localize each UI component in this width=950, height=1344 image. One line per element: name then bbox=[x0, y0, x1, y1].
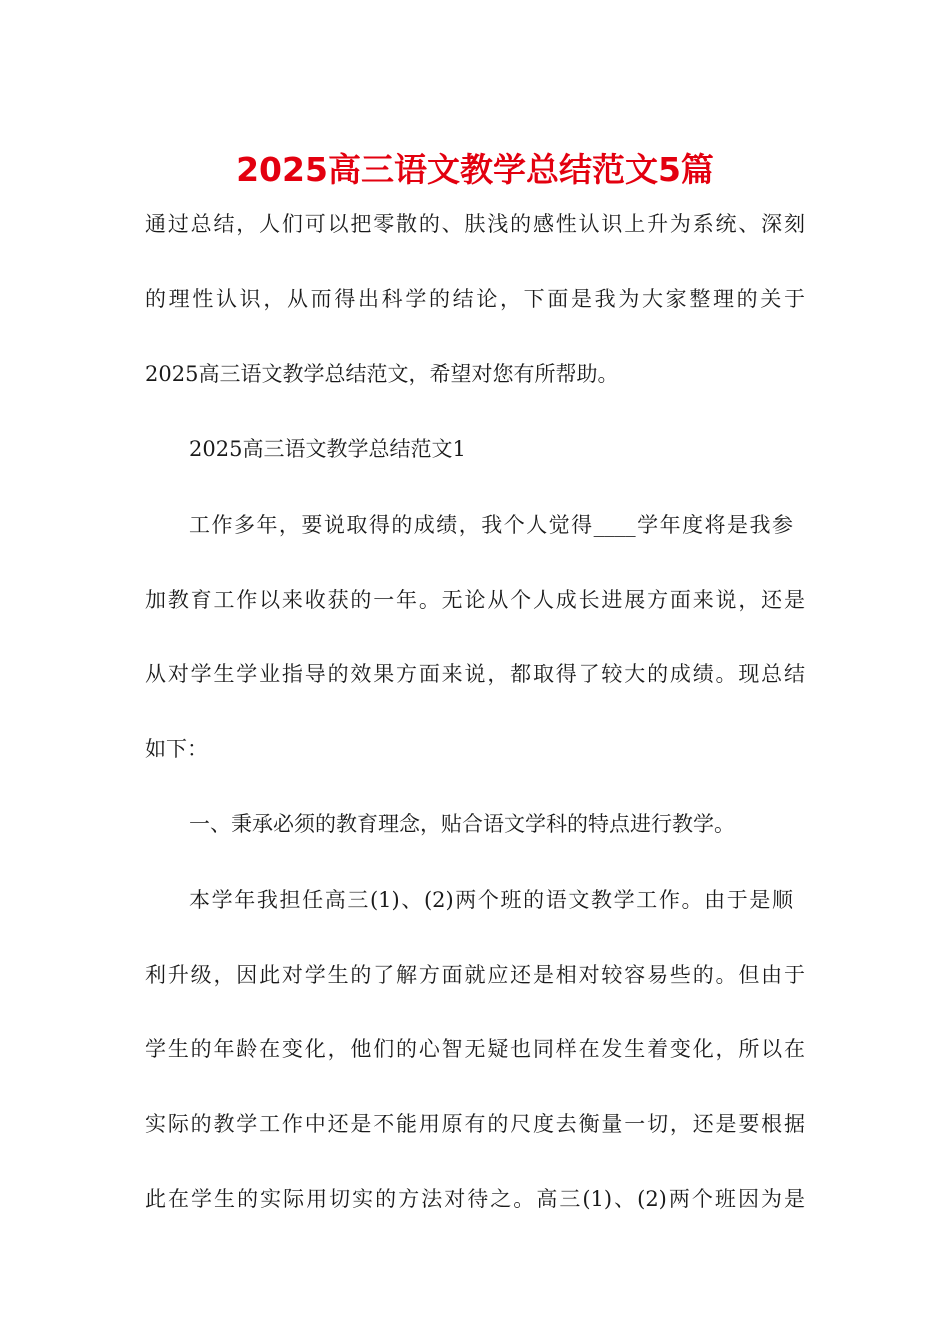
paragraph-line: 实际的教学工作中还是不能用原有的尺度去衡量一切，还是要根据 bbox=[145, 1112, 805, 1136]
paragraph-line: 的理性认识，从而得出科学的结论，下面是我为大家整理的关于 bbox=[145, 287, 805, 311]
paragraph-line: 本学年我担任高三(1)、(2)两个班的语文教学工作。由于是顺 bbox=[189, 888, 793, 912]
paragraph-line: 如下： bbox=[145, 737, 208, 761]
paragraph-line: 2025高三语文教学总结范文，希望对您有所帮助。 bbox=[145, 362, 619, 386]
document-title: 2025高三语文教学总结范文5篇 bbox=[236, 150, 714, 189]
section-heading: 2025高三语文教学总结范文1 bbox=[189, 437, 466, 461]
subheading: 一、秉承必须的教育理念，贴合语文学科的特点进行教学。 bbox=[189, 812, 735, 836]
paragraph-line: 通过总结，人们可以把零散的、肤浅的感性认识上升为系统、深刻 bbox=[145, 212, 805, 236]
paragraph-line: 此在学生的实际用切实的方法对待之。高三(1)、(2)两个班因为是 bbox=[145, 1187, 805, 1211]
paragraph-line: 工作多年，要说取得的成绩，我个人觉得____学年度将是我参 bbox=[189, 513, 793, 537]
paragraph-line: 从对学生学业指导的效果方面来说，都取得了较大的成绩。现总结 bbox=[145, 662, 805, 686]
paragraph-line: 利升级，因此对学生的了解方面就应还是相对较容易些的。但由于 bbox=[145, 963, 805, 987]
paragraph-line: 加教育工作以来收获的一年。无论从个人成长进展方面来说，还是 bbox=[145, 588, 805, 612]
paragraph-line: 学生的年龄在变化，他们的心智无疑也同样在发生着变化，所以在 bbox=[145, 1037, 805, 1061]
